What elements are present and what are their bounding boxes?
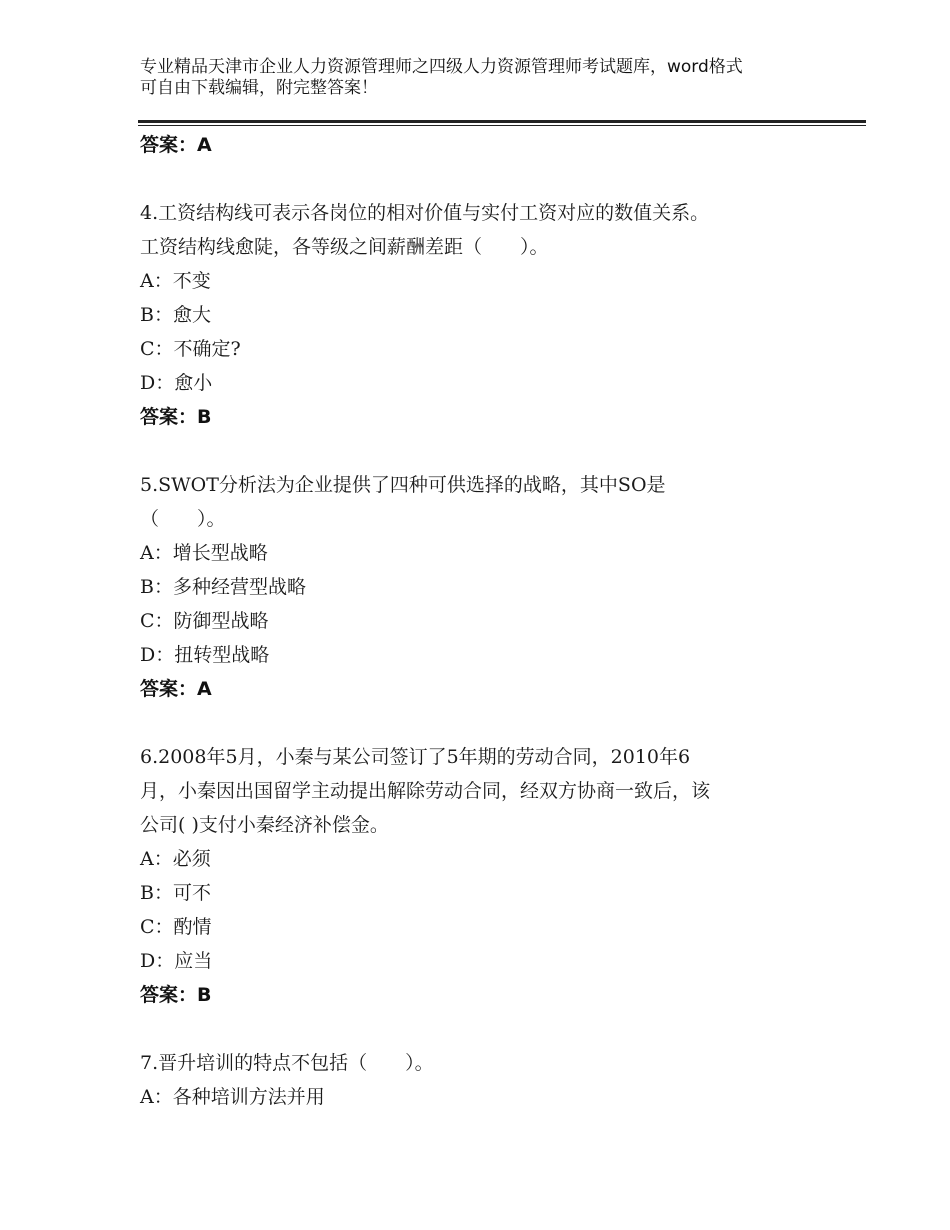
question-5-option-a: A：增长型战略 <box>140 542 268 564</box>
question-5-line-1: 5.SWOT分析法为企业提供了四种可供选择的战略，其中SO是 <box>140 474 666 496</box>
question-6-option-d: D：应当 <box>140 950 213 972</box>
question-7-line-1: 7.晋升培训的特点不包括（ ）。 <box>140 1052 434 1074</box>
question-5-line-2: （ ）。 <box>140 508 226 530</box>
question-5-option-b: B：多种经营型战略 <box>140 576 306 598</box>
question-6-line-2: 月，小秦因出国留学主动提出解除劳动合同，经双方协商一致后，该 <box>140 780 711 802</box>
document-header <box>140 57 820 99</box>
header-rule-thick <box>138 120 866 123</box>
question-5 <box>140 468 840 706</box>
question-4-line-2: 工资结构线愈陡，各等级之间薪酬差距（ ）。 <box>140 236 549 258</box>
document-body <box>140 128 840 1114</box>
question-6-option-b: B：可不 <box>140 882 211 904</box>
question-6-line-1: 6.2008年5月，小秦与某公司签订了5年期的劳动合同，2010年6 <box>140 746 691 768</box>
question-6-answer: 答案：B <box>140 984 212 1006</box>
answer-prev: 答案：A <box>140 134 212 156</box>
question-4-option-b: B：愈大 <box>140 304 211 326</box>
question-4 <box>140 196 840 434</box>
header-line-2: 可自由下载编辑，附完整答案！ <box>140 78 378 98</box>
question-4-option-d: D：愈小 <box>140 372 213 394</box>
header-line-1: 专业精品天津市企业人力资源管理师之四级人力资源管理师考试题库，word格式 <box>140 57 743 77</box>
question-6 <box>140 740 840 1012</box>
header-rule-thin <box>138 125 866 126</box>
question-7-option-a: A：各种培训方法并用 <box>140 1086 325 1108</box>
question-6-option-c: C：酌情 <box>140 916 212 938</box>
question-4-option-a: A：不变 <box>140 270 211 292</box>
question-4-option-c: C：不确定? <box>140 338 241 360</box>
question-4-answer: 答案：B <box>140 406 212 428</box>
question-5-option-c: C：防御型战略 <box>140 610 269 632</box>
question-4-line-1: 4.工资结构线可表示各岗位的相对价值与实付工资对应的数值关系。 <box>140 202 710 224</box>
question-6-option-a: A：必须 <box>140 848 211 870</box>
question-7 <box>140 1046 840 1114</box>
question-5-answer: 答案：A <box>140 678 212 700</box>
question-5-option-d: D：扭转型战略 <box>140 644 270 666</box>
question-6-line-3: 公司( )支付小秦经济补偿金。 <box>140 814 389 836</box>
